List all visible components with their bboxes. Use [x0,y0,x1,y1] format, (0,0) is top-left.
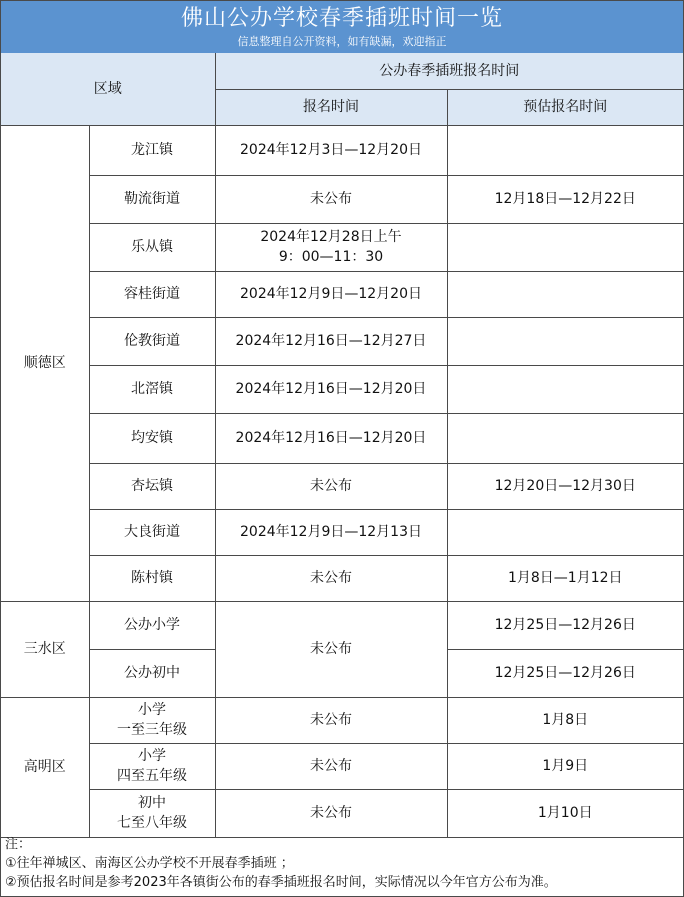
signup-cell: 2024年12月3日—12月20日 [215,125,447,175]
region-header: 区域 [1,53,215,125]
signup-cell-line: 2024年12月28日上午 [260,229,402,245]
table-row [1,555,683,601]
place-cell [89,743,215,789]
place-cell: 陈村镇 [89,555,215,601]
page-title: 佛山公办学校春季插班时间一览 [180,6,503,31]
estimate-cell: 12月25日—12月26日 [447,601,683,649]
table-row [1,125,683,175]
place-cell: 乐从镇 [89,223,215,271]
table-row [1,697,683,743]
place-cell-line: 一至三年级 [117,722,187,738]
place-cell [89,789,215,837]
region-sanshui: 三水区 [1,601,89,697]
signup-cell: 未公布 [215,789,447,837]
estimate-cell [447,413,683,463]
notes-label: 注： [5,837,32,852]
note-line: ①往年禅城区、南海区公办学校不开展春季插班 ； [5,856,294,871]
signup-column-header: 报名时间 [215,89,447,125]
place-cell-line: 七至八年级 [117,815,187,831]
place-cell-line: 小学 [138,702,166,718]
estimate-cell: 1月10日 [447,789,683,837]
place-cell: 龙江镇 [89,125,215,175]
signup-cell: 2024年12月9日—12月13日 [215,509,447,555]
signup-cell: 2024年12月16日—12月20日 [215,413,447,463]
table-row [1,509,683,555]
place-cell-line: 初中 [138,795,166,811]
region-gaoming: 高明区 [1,697,89,837]
place-cell: 勒流街道 [89,175,215,223]
place-cell: 杏坛镇 [89,463,215,509]
signup-cell: 2024年12月16日—12月27日 [215,317,447,365]
table-row [1,175,683,223]
estimate-cell [447,223,683,271]
signup-cell: 未公布 [215,463,447,509]
signup-cell: 2024年12月16日—12月20日 [215,365,447,413]
title-banner [1,1,683,53]
signup-cell: 未公布 [215,697,447,743]
estimate-cell: 1月9日 [447,743,683,789]
estimate-cell: 1月8日 [447,697,683,743]
estimate-cell [447,271,683,317]
signup-cell: 2024年12月9日—12月20日 [215,271,447,317]
table-row [1,365,683,413]
region-shunde: 顺德区 [1,125,89,601]
signup-cell: 未公布 [215,175,447,223]
place-cell-line: 小学 [138,748,166,764]
table-row [1,271,683,317]
place-cell: 北滘镇 [89,365,215,413]
table-row [1,223,683,271]
estimate-cell [447,125,683,175]
place-cell: 容桂街道 [89,271,215,317]
signup-cell-line: 9：00—11：30 [278,249,384,265]
signup-cell: 未公布 [215,555,447,601]
signup-cell: 未公布 [215,601,447,697]
note-line: ②预估报名时间是参考2023年各镇街公布的春季插班报名时间，实际情况以今年官方公布为准。 [5,875,557,890]
estimate-cell: 12月20日—12月30日 [447,463,683,509]
page-subtitle: 信息整理自公开资料，如有缺漏，欢迎指正 [237,35,447,48]
signup-cell [215,223,447,271]
place-cell-line: 四至五年级 [117,768,187,784]
estimate-cell: 12月25日—12月26日 [447,649,683,697]
place-cell: 大良街道 [89,509,215,555]
place-cell: 伦教街道 [89,317,215,365]
notes-section [1,835,681,892]
place-cell: 公办小学 [89,601,215,649]
estimate-cell: 1月8日—1月12日 [447,555,683,601]
place-cell: 均安镇 [89,413,215,463]
schedule-table [1,53,683,838]
table-row [1,743,683,789]
table-row [1,789,683,837]
estimate-column-header: 预估报名时间 [447,89,683,125]
place-cell: 公办初中 [89,649,215,697]
table-row [1,601,683,649]
signup-cell: 未公布 [215,743,447,789]
group-header: 公办春季插班报名时间 [215,53,683,89]
place-cell [89,697,215,743]
table-row [1,317,683,365]
estimate-cell [447,317,683,365]
table-row [1,413,683,463]
table-row [1,463,683,509]
estimate-cell [447,365,683,413]
estimate-cell [447,509,683,555]
estimate-cell: 12月18日—12月22日 [447,175,683,223]
